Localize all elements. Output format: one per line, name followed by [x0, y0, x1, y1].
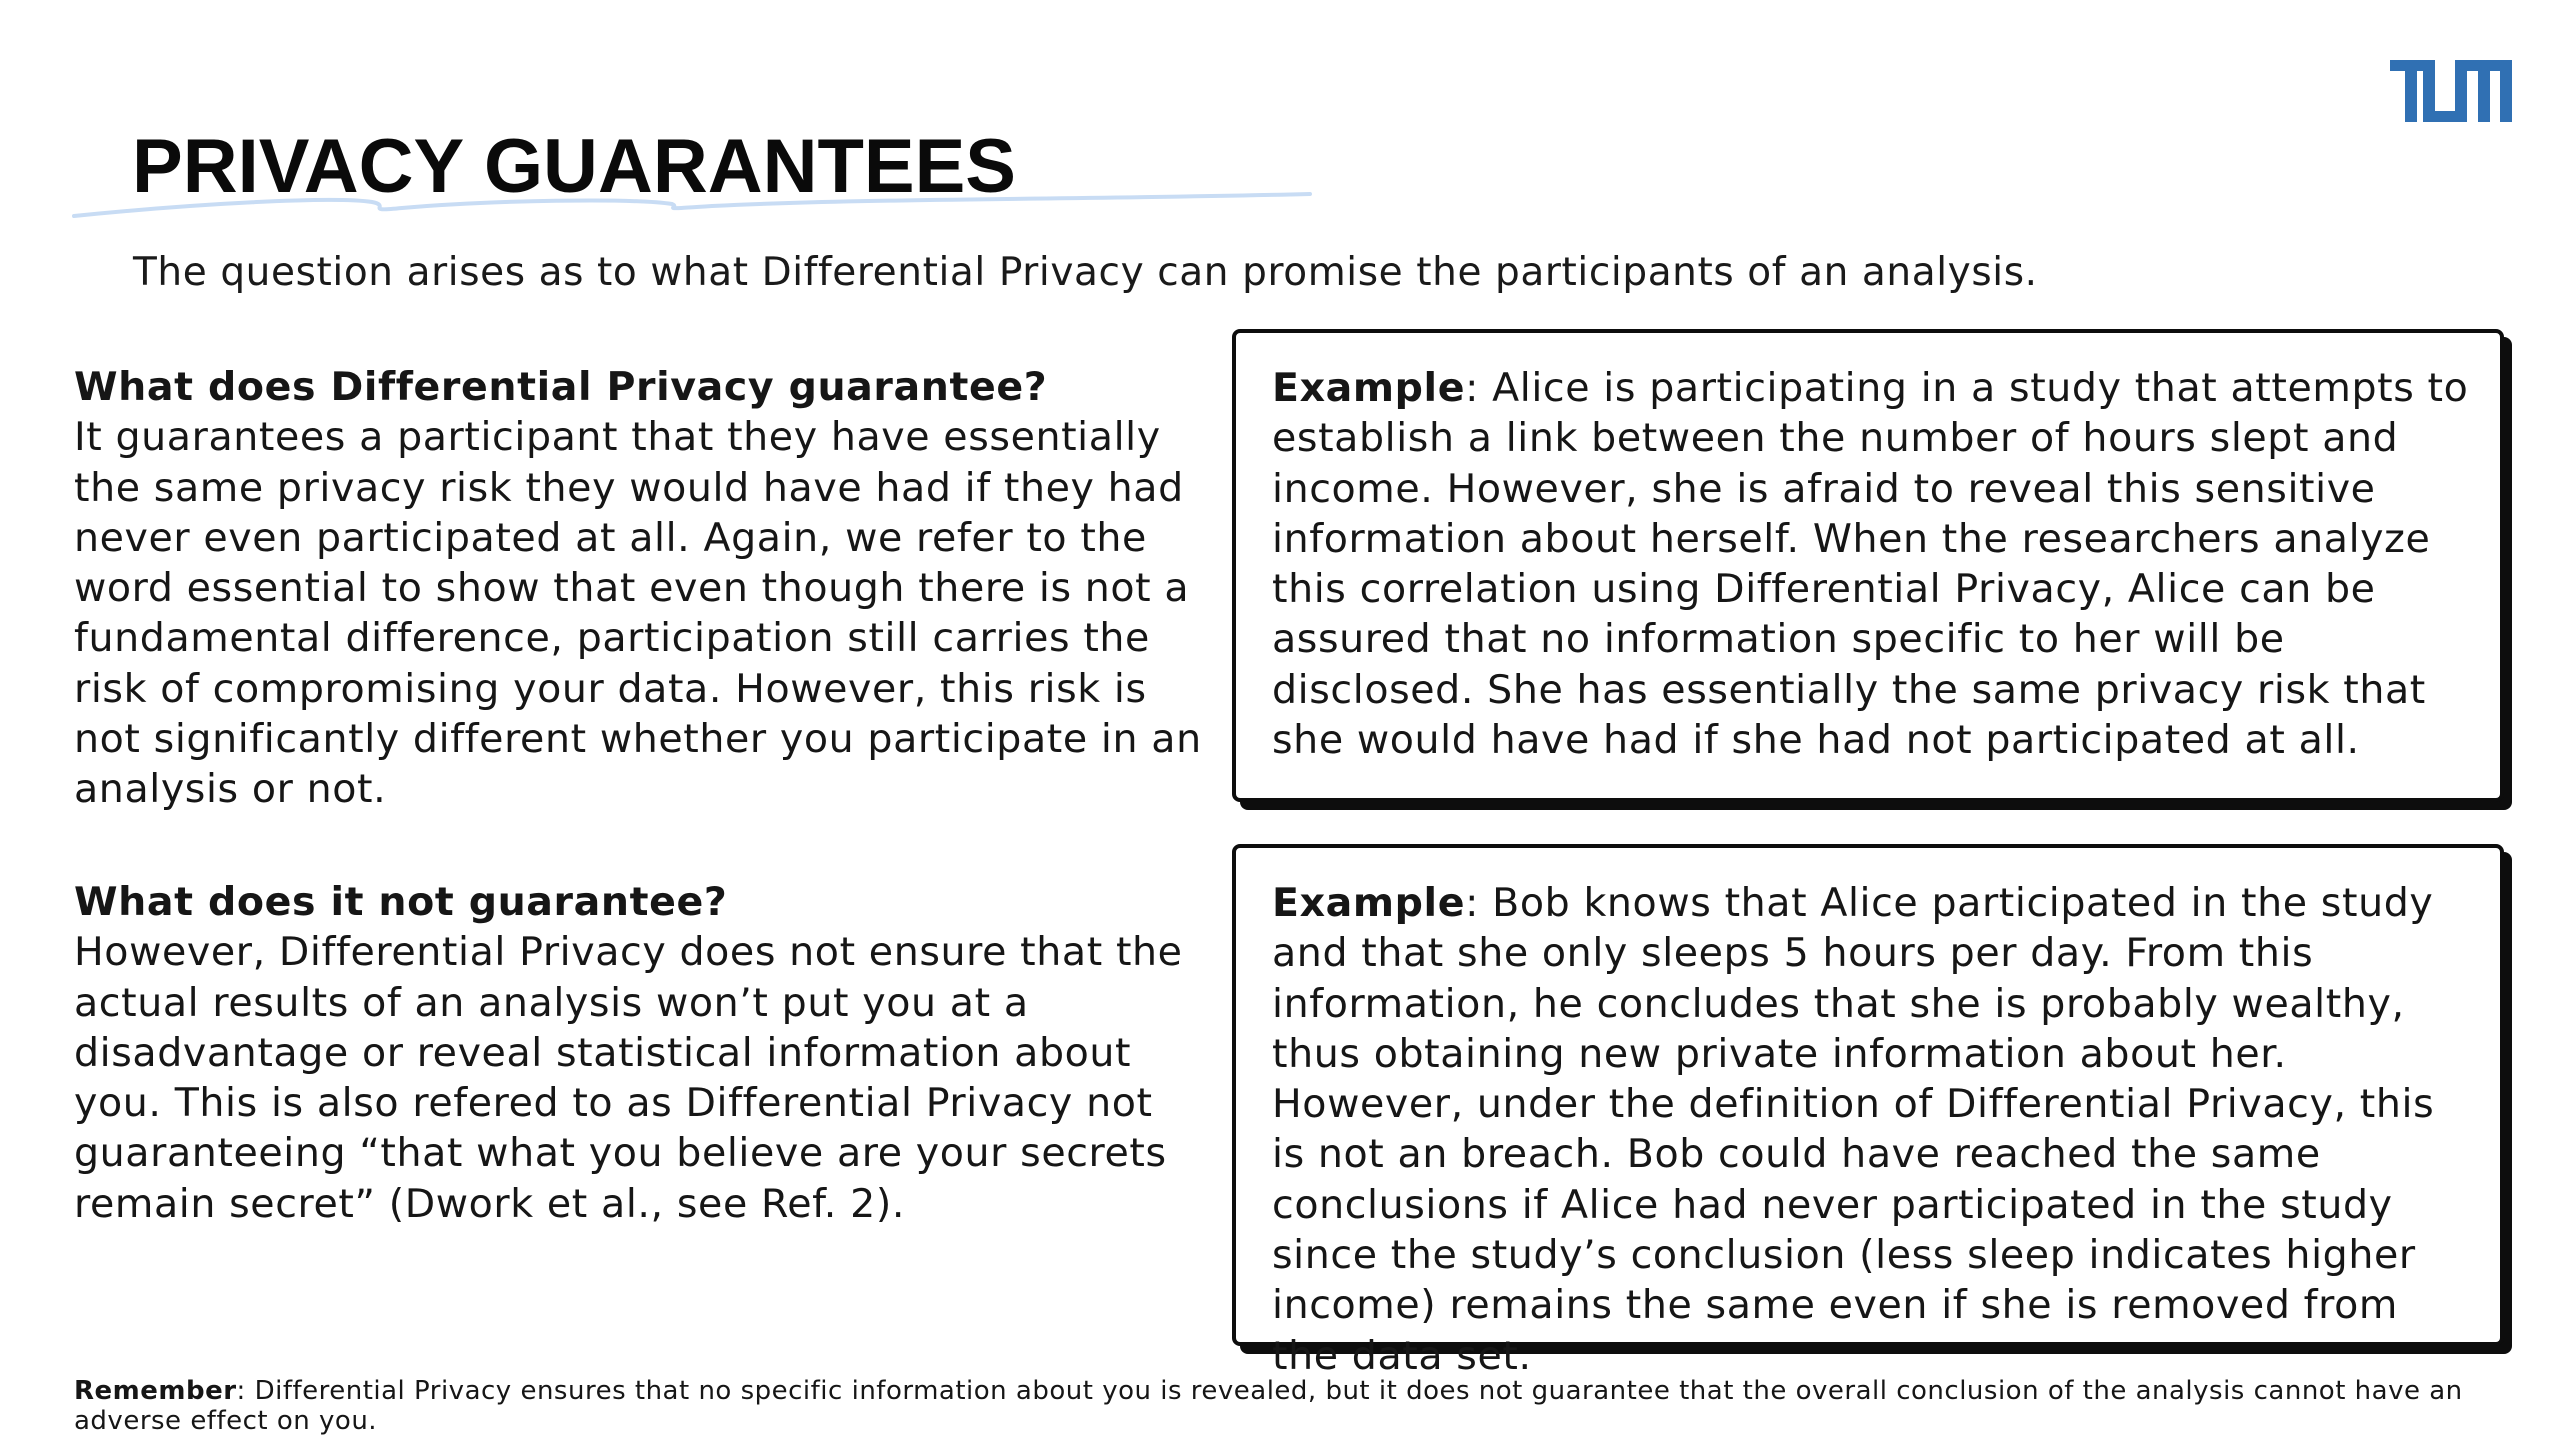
not-guarantee-heading: What does it not guarantee? [74, 879, 728, 925]
guarantee-heading: What does Differential Privacy guarantee? [74, 364, 1048, 410]
remember-note [74, 1376, 2514, 1436]
guarantee-body: It guarantees a participant that they have essentially the same privacy risk they would have had if they had never even participated at all. Again, we refer to the word essential to show that even though there is not a fundamental difference, participation still carries the risk of compromising your data. However, this risk is not significantly different whether you participate in an analysis or not. [74, 414, 1202, 813]
intro-text: The question arises as to what Differential Privacy can promise the participants of an analysis. [133, 250, 2038, 295]
example-alice-text [1272, 333, 2470, 765]
example-label: Example [1272, 365, 1466, 411]
remember-body: : Differential Privacy ensures that no specific information about you is revealed, but it does not guarantee that the overall conclusion of the analysis cannot have an adverse effect on you. [74, 1376, 2463, 1436]
example-label: Example [1272, 880, 1466, 926]
example-box-alice [1232, 329, 2504, 802]
example-box-bob [1232, 844, 2504, 1379]
example-bob-text [1272, 848, 2470, 1381]
example-bob-body: : Bob knows that Alice participated in the study and that she only sleeps 5 hours per day. From this information, he concludes that she is probably wealthy, thus obtaining new private information about her. However, under the definition of Differential Privacy, this is not an breach. Bob could have reached the same conclusions if Alice had never participated in the study since the study’s conclusion (less sleep indicates higher income) remains the same even if she is removed from the data set. [1272, 880, 2435, 1379]
page-title: PRIVACY GUARANTEES [132, 124, 1016, 209]
remember-label: Remember [74, 1376, 237, 1406]
title-underline-decoration [72, 190, 1312, 226]
not-guarantee-section [74, 877, 1204, 1229]
tum-logo [2390, 60, 2512, 122]
guarantee-section [74, 362, 1204, 815]
example-alice-body: : Alice is participating in a study that attempts to establish a link between the number of hours slept and income. However, she is afraid to reveal this sensitive information about herself. When the researchers analyze this correlation using Differential Privacy, Alice can be assured that no information specific to her will be disclosed. She has essentially the same privacy risk that she would have had if she had not participated at all. [1272, 365, 2469, 764]
not-guarantee-body: However, Differential Privacy does not ensure that the actual results of an analysis won’t put you at a disadvantage or reveal statistical information about you. This is also refered to as Differential Privacy not guaranteeing “that what you believe are your secrets remain secret” (Dwork et al., see Ref. 2). [74, 929, 1183, 1227]
